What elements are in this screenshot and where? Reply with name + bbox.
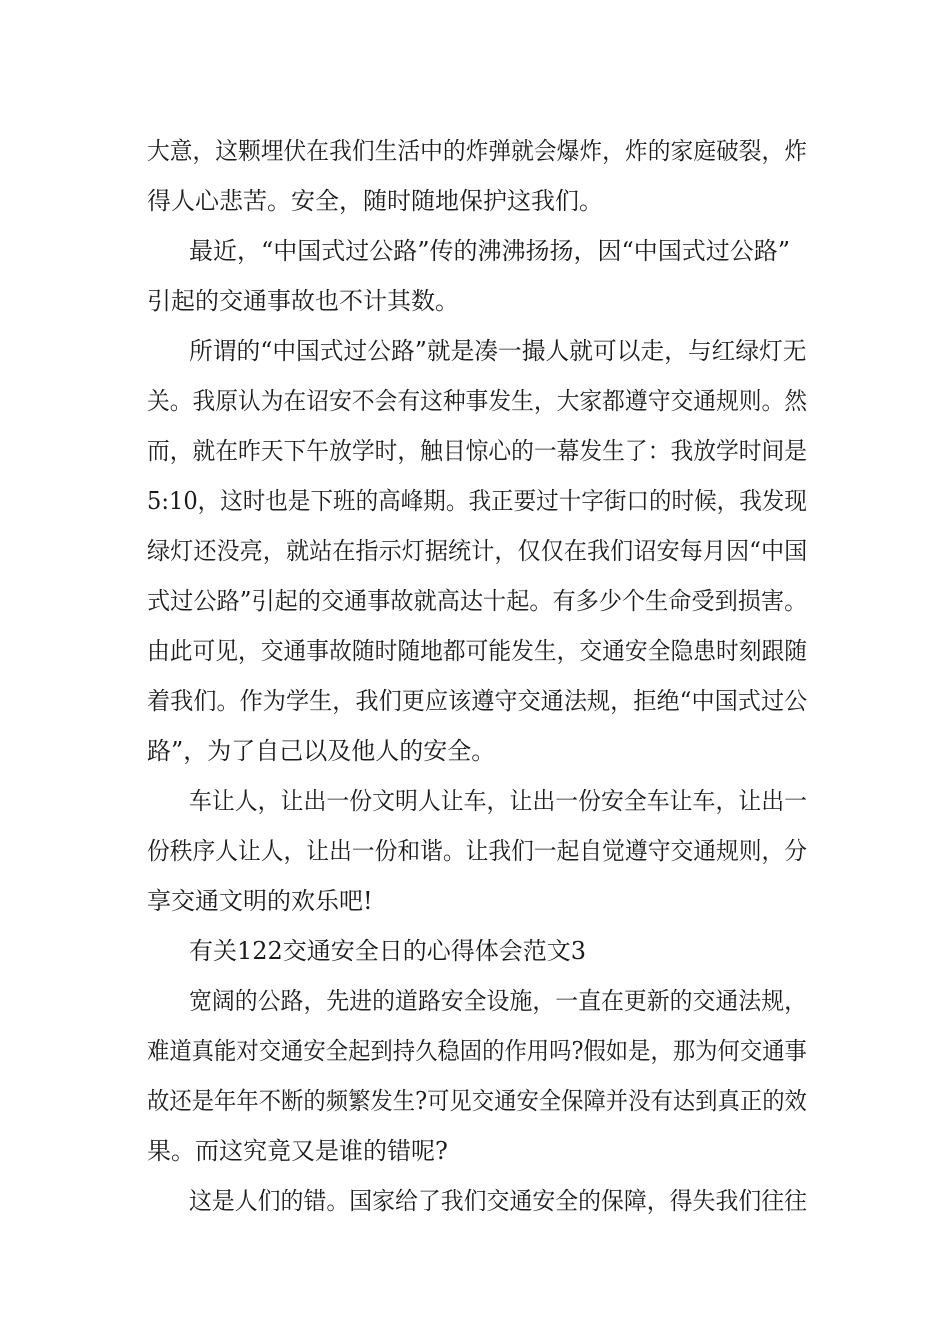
paragraph-line: 大意，这颗埋伏在我们生活中的炸弹就会爆炸，炸的家庭破裂，炸 <box>147 137 807 165</box>
paragraph-line: 5:10，这时也是下班的高峰期。我正要过十字街口的时候，我发现 <box>147 487 807 515</box>
paragraph-first-line: 车让人，让出一份文明人让车，让出一份安全车让车，让出一 <box>189 787 807 815</box>
paragraph-line: 路”，为了自己以及他人的安全。 <box>147 737 496 765</box>
paragraph-first-line: 最近，“中国式过公路”传的沸沸扬扬，因“中国式过公路” <box>189 237 791 265</box>
paragraph-line: 享交通文明的欢乐吧! <box>147 887 373 915</box>
paragraph-line: 引起的交通事故也不计其数。 <box>147 287 459 315</box>
paragraph-line: 得人心悲苦。安全，随时随地保护这我们。 <box>147 187 603 215</box>
section-heading: 有关122交通安全日的心得体会范文3 <box>189 937 587 965</box>
paragraph-line: 绿灯还没亮，就站在指示灯据统计，仅仅在我们诏安每月因“中国 <box>147 537 808 565</box>
paragraph-line: 故还是年年不断的频繁发生?可见交通安全保障并没有达到真正的效 <box>147 1087 807 1115</box>
paragraph-first-line: 这是人们的错。国家给了我们交通安全的保障，得失我们往往 <box>189 1187 807 1215</box>
paragraph-line: 果。而这究竟又是谁的错呢? <box>147 1137 448 1165</box>
paragraph-line: 份秩序人让人，让出一份和谐。让我们一起自觉遵守交通规则，分 <box>147 837 807 865</box>
paragraph-line: 式过公路”引起的交通事故就高达十起。有多少个生命受到损害。 <box>147 587 808 615</box>
paragraph-first-line: 宽阔的公路，先进的道路安全设施，一直在更新的交通法规， <box>189 987 807 1015</box>
paragraph-first-line: 所谓的“中国式过公路”就是凑一撮人就可以走，与红绿灯无 <box>189 337 807 365</box>
paragraph-line: 着我们。作为学生，我们更应该遵守交通法规，拒绝“中国式过公 <box>147 687 808 715</box>
paragraph-line: 关。我原认为在诏安不会有这种事发生，大家都遵守交通规则。然 <box>147 387 807 415</box>
paragraph-line: 难道真能对交通安全起到持久稳固的作用吗?假如是，那为何交通事 <box>147 1037 807 1065</box>
paragraph-line: 由此可见，交通事故随时随地都可能发生，交通安全隐患时刻跟随 <box>147 637 807 665</box>
paragraph-line: 而，就在昨天下午放学时，触目惊心的一幕发生了：我放学时间是 <box>147 437 807 465</box>
